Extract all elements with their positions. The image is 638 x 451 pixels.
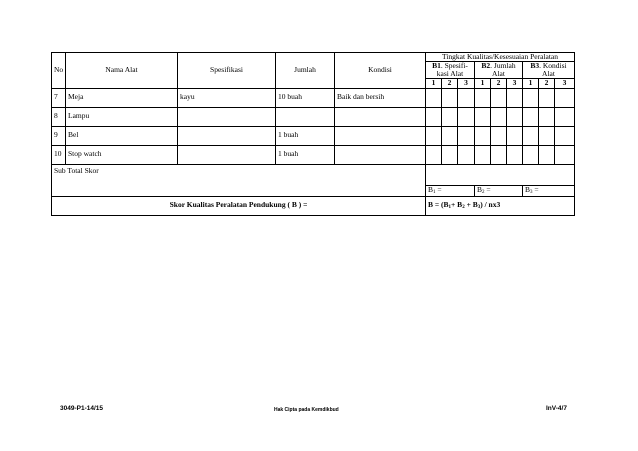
score-cell[interactable] — [539, 126, 555, 145]
score-cell[interactable] — [507, 126, 523, 145]
score-cell[interactable] — [523, 145, 539, 164]
row-jumlah: 1 buah — [276, 126, 335, 145]
score-cell[interactable] — [458, 145, 475, 164]
row-spesifikasi — [178, 145, 276, 164]
table-row — [52, 126, 575, 145]
score-label: Skor Kualitas Peralatan Pendukung ( B ) = — [52, 196, 426, 215]
score-cell[interactable] — [539, 107, 555, 126]
scale-cell: 3 — [458, 79, 475, 88]
row-no: 7 — [52, 88, 66, 107]
b1-code: B1 — [432, 61, 441, 71]
subtotal-b3[interactable] — [523, 185, 575, 196]
score-cell[interactable] — [458, 107, 475, 126]
header-row — [52, 53, 575, 62]
b2-code: B2 — [481, 61, 491, 71]
row-nama: Stop watch — [66, 145, 178, 164]
score-cell[interactable] — [555, 145, 575, 164]
subtotal-b3-label: B — [525, 185, 531, 194]
row-jumlah — [276, 107, 335, 126]
header-b2 — [475, 62, 523, 79]
score-cell[interactable] — [491, 145, 507, 164]
score-cell[interactable] — [539, 145, 555, 164]
score-cell[interactable] — [507, 88, 523, 107]
score-cell[interactable] — [475, 88, 491, 107]
scale-cell: 1 — [426, 79, 442, 88]
footer-copyright: Hak Cipta pada Kemdikbud — [274, 407, 339, 413]
score-cell[interactable] — [426, 88, 442, 107]
score-cell[interactable] — [475, 107, 491, 126]
score-cell[interactable] — [442, 126, 458, 145]
equipment-quality-table — [51, 52, 575, 216]
footer-document-code: 3049-P1-14/15 — [60, 405, 104, 412]
score-cell[interactable] — [507, 145, 523, 164]
table-row — [52, 145, 575, 164]
subtotal-label: Sub Total Skor — [52, 164, 426, 196]
b3-text: . Kondisi Alat — [539, 61, 567, 79]
subtotal-spacer — [426, 164, 575, 185]
score-cell[interactable] — [426, 126, 442, 145]
header-nama-alat: Nama Alat — [66, 53, 178, 89]
score-cell[interactable] — [458, 126, 475, 145]
b2-text: . Jumlah Alat — [490, 61, 516, 79]
score-cell[interactable] — [475, 126, 491, 145]
score-cell[interactable] — [523, 107, 539, 126]
header-b3 — [523, 62, 575, 79]
row-jumlah: 10 buah — [276, 88, 335, 107]
b1-text: . Spesifi-kasi Alat — [436, 61, 468, 79]
row-jumlah: 1 buah — [276, 145, 335, 164]
row-no: 9 — [52, 126, 66, 145]
scale-cell: 1 — [475, 79, 491, 88]
subtotal-b2-eq: = — [484, 185, 491, 194]
scale-cell: 1 — [523, 79, 539, 88]
score-cell[interactable] — [507, 107, 523, 126]
score-cell[interactable] — [539, 88, 555, 107]
formula-plus1: + B — [451, 199, 463, 209]
formula-prefix: B = (B — [428, 199, 449, 209]
score-cell[interactable] — [555, 88, 575, 107]
footer-page-number: InV-4/7 — [546, 405, 567, 412]
score-cell[interactable] — [491, 88, 507, 107]
score-cell[interactable] — [523, 88, 539, 107]
header-b1 — [426, 62, 475, 79]
formula-plus2: + B — [464, 199, 478, 209]
table-row — [52, 88, 575, 107]
scale-cell: 2 — [442, 79, 458, 88]
row-kondisi — [335, 145, 426, 164]
header-spesifikasi: Spesifikasi — [178, 53, 276, 89]
formula-suffix: ) / nx3 — [480, 199, 501, 209]
score-cell[interactable] — [442, 88, 458, 107]
score-cell[interactable] — [491, 107, 507, 126]
header-jumlah: Jumlah — [276, 53, 335, 89]
header-no: No — [52, 53, 66, 89]
row-no: 10 — [52, 145, 66, 164]
formula-sub3: 3 — [477, 204, 481, 210]
row-nama: Meja — [66, 88, 178, 107]
row-nama: Bel — [66, 126, 178, 145]
scale-cell: 3 — [555, 79, 575, 88]
row-spesifikasi — [178, 126, 276, 145]
subtotal-b2-sub: 2 — [482, 189, 485, 195]
row-no: 8 — [52, 107, 66, 126]
row-kondisi: Baik dan bersih — [335, 88, 426, 107]
score-cell[interactable] — [426, 145, 442, 164]
subtotal-b2-label: B — [477, 185, 483, 194]
row-kondisi — [335, 107, 426, 126]
score-cell[interactable] — [491, 126, 507, 145]
score-cell[interactable] — [426, 107, 442, 126]
b3-code: B3 — [530, 61, 540, 71]
score-cell[interactable] — [458, 88, 475, 107]
header-kondisi: Kondisi — [335, 53, 426, 89]
row-spesifikasi — [178, 107, 276, 126]
score-cell[interactable] — [555, 126, 575, 145]
subtotal-b1-label: B — [428, 185, 434, 194]
header-tingkat: Tingkat Kualitas/Kesesuaian Peralatan — [426, 53, 575, 62]
scale-cell: 2 — [539, 79, 555, 88]
subtotal-b1-sub: 1 — [433, 189, 436, 195]
score-cell[interactable] — [555, 107, 575, 126]
score-cell[interactable] — [442, 107, 458, 126]
scale-cell: 2 — [491, 79, 507, 88]
scale-cell: 3 — [507, 79, 523, 88]
table-row — [52, 107, 575, 126]
score-row — [52, 196, 575, 215]
subtotal-b2[interactable] — [475, 185, 523, 196]
subtotal-b1-eq: = — [435, 185, 442, 194]
score-formula[interactable] — [426, 196, 575, 215]
score-cell[interactable] — [442, 145, 458, 164]
row-spesifikasi: kayu — [178, 88, 276, 107]
formula-sub2: 2 — [462, 204, 465, 210]
row-nama: Lampu — [66, 107, 178, 126]
subtotal-b3-sub: 3 — [530, 189, 533, 195]
formula-sub1: 1 — [448, 204, 452, 210]
subtotal-b1[interactable] — [426, 185, 475, 196]
score-cell[interactable] — [475, 145, 491, 164]
row-kondisi — [335, 126, 426, 145]
score-cell[interactable] — [523, 126, 539, 145]
subtotal-b3-eq: = — [532, 185, 539, 194]
subtotal-row-top — [52, 164, 575, 185]
